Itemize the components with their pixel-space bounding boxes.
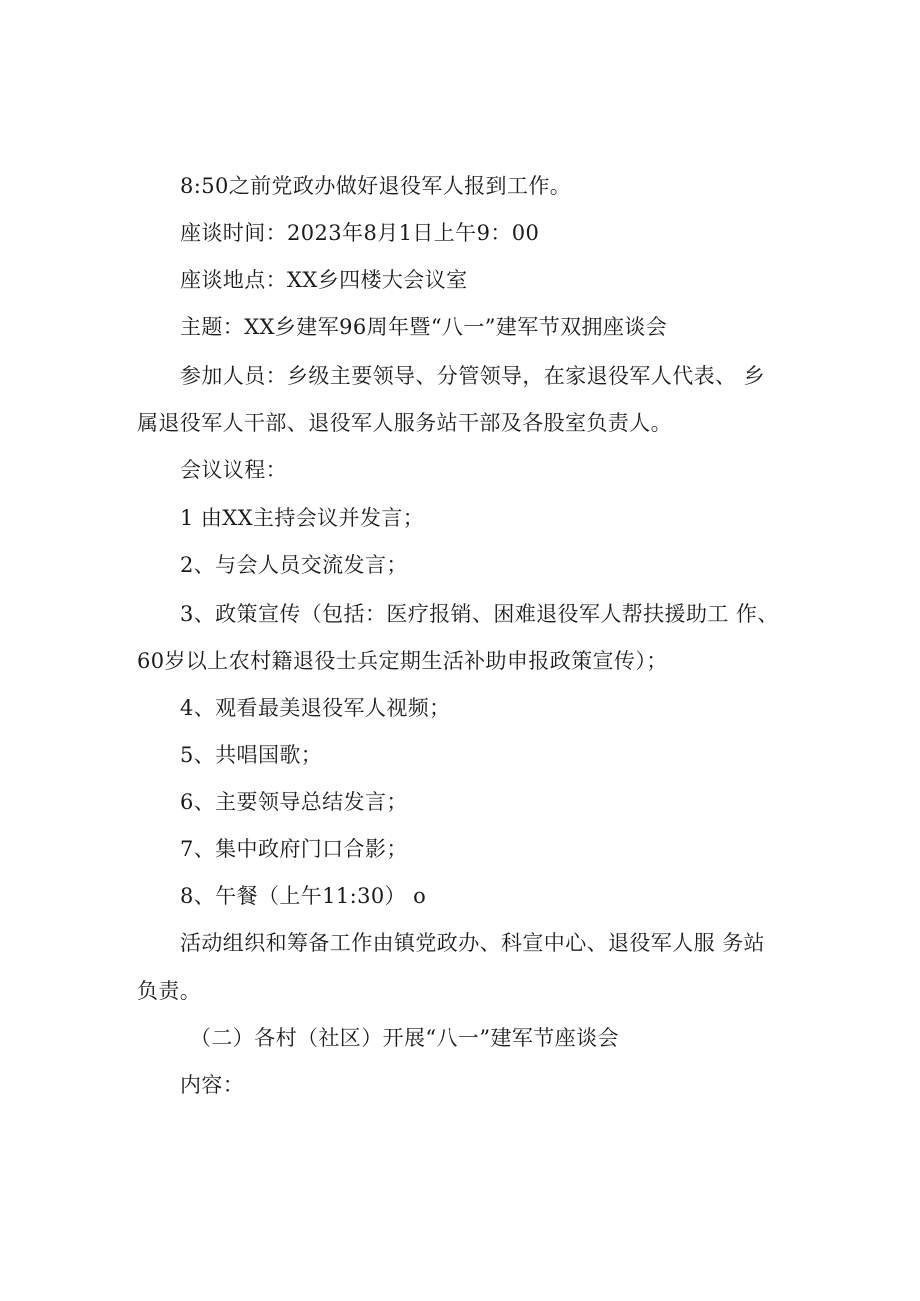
agenda-item-7: 7、集中政府门口合影； — [180, 837, 408, 861]
agenda-item-4: 4、观看最美退役军人视频； — [180, 696, 451, 720]
attendees-line-2: 属退役军人干部、退役军人服务站干部及各股室负责人。 — [137, 411, 672, 435]
section-heading: （二）各村（社区）开展“八一”建军节座谈会 — [190, 1026, 619, 1050]
agenda-item-2: 2、与会人员交流发言； — [180, 553, 408, 577]
agenda-item-1: 1 由XX主持会议并发言； — [180, 506, 425, 530]
organizer-line-1: 活动组织和筹备工作由镇党政办、科宣中心、退役军人服 务站 — [180, 931, 765, 955]
agenda-item-3-line-1: 3、政策宣传（包括：医疗报销、困难退役军人帮扶援助工 作、 — [180, 602, 779, 626]
meeting-location: 座谈地点：XX乡四楼大会议室 — [180, 268, 468, 292]
checkin-note: 8:50之前党政办做好退役军人报到工作。 — [180, 174, 572, 198]
meeting-time: 座谈时间：2023年8月1日上午9：00 — [180, 221, 540, 245]
agenda-item-3-line-2: 60岁以上农村籍退役士兵定期生活补助申报政策宣传）； — [137, 649, 668, 673]
agenda-item-6: 6、主要领导总结发言； — [180, 790, 408, 814]
content-label: 内容： — [180, 1073, 245, 1097]
organizer-line-2: 负责。 — [137, 979, 202, 1003]
agenda-item-8: 8、午餐（上午11:30） o — [180, 884, 427, 908]
attendees-line-1: 参加人员：乡级主要领导、分管领导，在家退役军人代表、 乡 — [180, 364, 765, 388]
agenda-heading: 会议议程： — [180, 458, 287, 482]
meeting-theme: 主题：XX乡建军96周年暨“八一”建军节双拥座谈会 — [180, 315, 668, 339]
agenda-item-5: 5、共唱国歌； — [180, 743, 323, 767]
